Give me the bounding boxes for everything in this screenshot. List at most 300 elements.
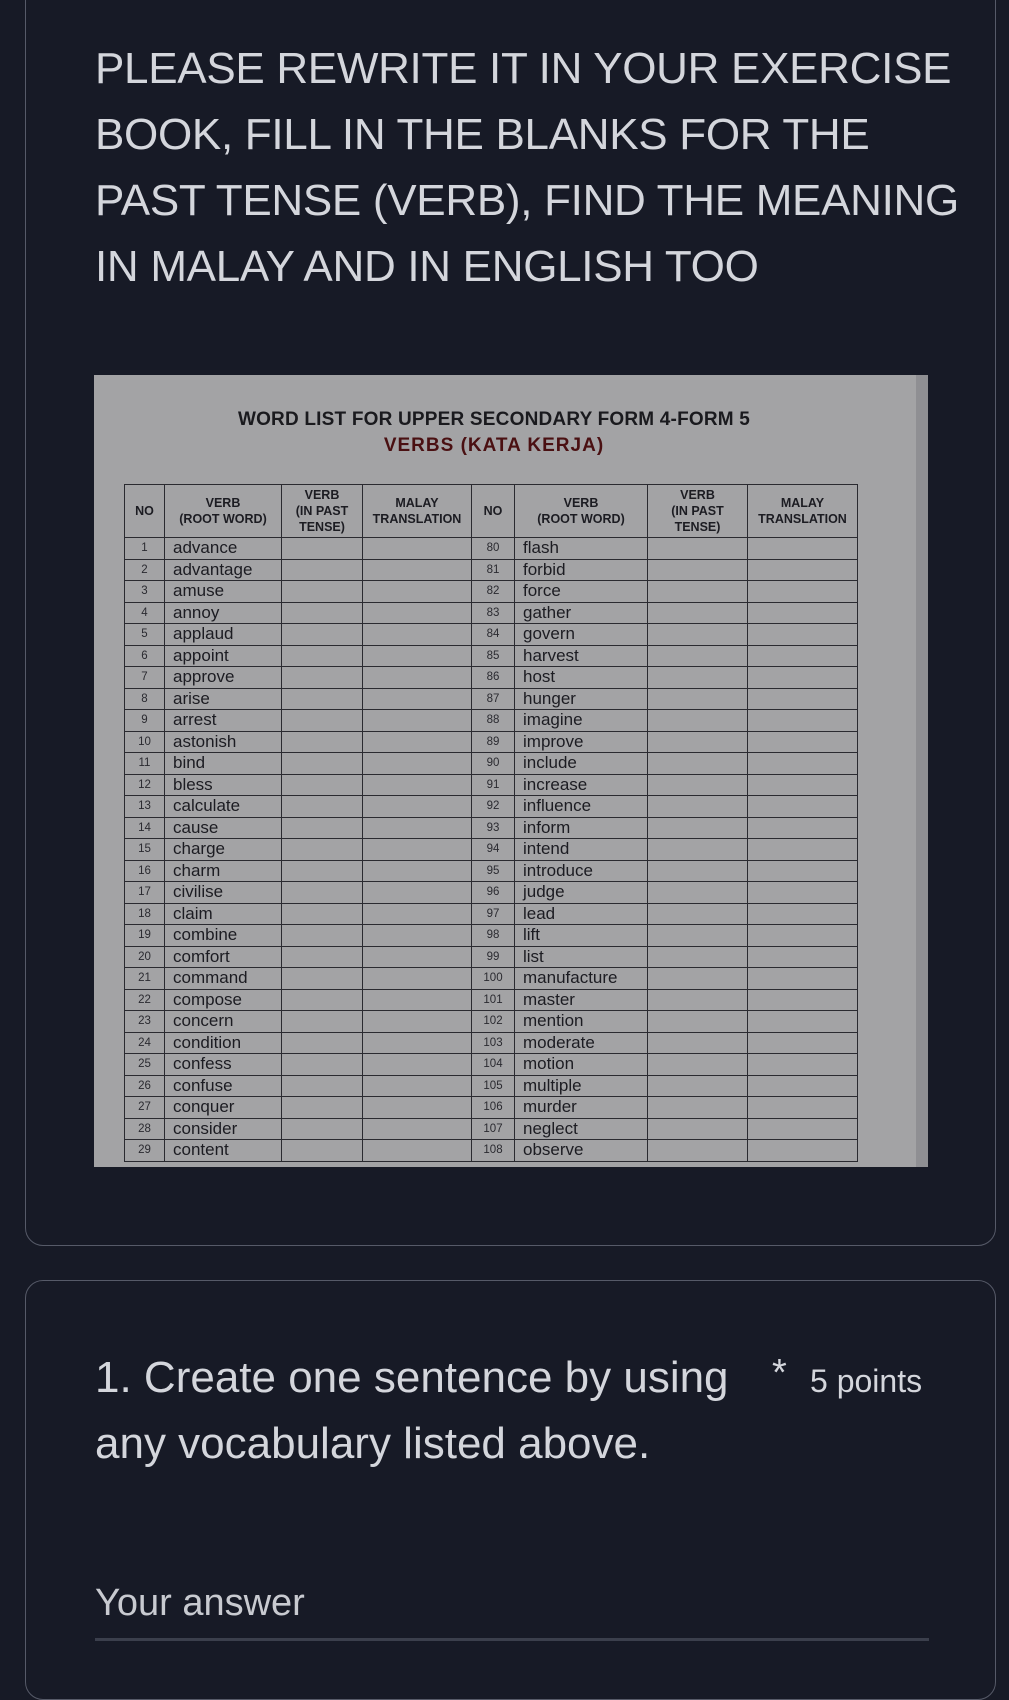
root-word: content (165, 1140, 282, 1162)
instructions-line: PLEASE REWRITE IT IN YOUR EXERCISE (95, 44, 952, 93)
root-word: civilise (165, 882, 282, 904)
malay-translation-cell (748, 989, 858, 1011)
root-word: murder (515, 1097, 648, 1119)
root-word: consider (165, 1118, 282, 1140)
root-word: intend (515, 839, 648, 861)
row-number: 90 (472, 753, 515, 775)
word-list-title: WORD LIST FOR UPPER SECONDARY FORM 4-FORM 5 (237, 409, 751, 430)
root-word: imagine (515, 710, 648, 732)
root-word: influence (515, 796, 648, 818)
root-word: advance (165, 538, 282, 560)
row-number: 86 (472, 667, 515, 689)
root-word: lead (515, 903, 648, 925)
table-row (125, 946, 858, 968)
past-tense-cell (282, 1075, 363, 1097)
past-tense-cell (648, 839, 748, 861)
malay-translation-cell (363, 1054, 472, 1076)
past-tense-cell (282, 710, 363, 732)
root-word: govern (515, 624, 648, 646)
malay-translation-cell (363, 1011, 472, 1033)
table-row (125, 774, 858, 796)
malay-translation-cell (748, 925, 858, 947)
root-word: lift (515, 925, 648, 947)
table-row (125, 1054, 858, 1076)
header-line: TRANSLATION (758, 512, 847, 526)
past-tense-cell (282, 1054, 363, 1076)
past-tense-cell (282, 1140, 363, 1162)
past-tense-cell (648, 1054, 748, 1076)
root-word: confess (165, 1054, 282, 1076)
table-row (125, 1032, 858, 1054)
row-number: 83 (472, 602, 515, 624)
row-number: 91 (472, 774, 515, 796)
malay-translation-cell (748, 903, 858, 925)
malay-translation-cell (363, 882, 472, 904)
malay-translation-cell (748, 710, 858, 732)
root-word: condition (165, 1032, 282, 1054)
past-tense-cell (282, 796, 363, 818)
malay-translation-cell (748, 946, 858, 968)
header-malay-translation (363, 485, 472, 538)
past-tense-cell (648, 1011, 748, 1033)
past-tense-cell (282, 538, 363, 560)
row-number: 87 (472, 688, 515, 710)
past-tense-cell (282, 1032, 363, 1054)
row-number: 106 (472, 1097, 515, 1119)
row-number: 22 (125, 989, 165, 1011)
malay-translation-cell (748, 688, 858, 710)
past-tense-cell (648, 989, 748, 1011)
table-row (125, 731, 858, 753)
past-tense-cell (282, 903, 363, 925)
malay-translation-cell (363, 710, 472, 732)
row-number: 84 (472, 624, 515, 646)
malay-translation-cell (363, 1097, 472, 1119)
row-number: 98 (472, 925, 515, 947)
past-tense-cell (282, 688, 363, 710)
malay-translation-cell (748, 645, 858, 667)
root-word: applaud (165, 624, 282, 646)
root-word: harvest (515, 645, 648, 667)
row-number: 5 (125, 624, 165, 646)
root-word: comfort (165, 946, 282, 968)
table-row (125, 688, 858, 710)
malay-translation-cell (748, 1011, 858, 1033)
row-number: 14 (125, 817, 165, 839)
malay-translation-cell (363, 645, 472, 667)
row-number: 26 (125, 1075, 165, 1097)
root-word: compose (165, 989, 282, 1011)
header-past-tense (648, 485, 748, 538)
header-root-word (165, 485, 282, 538)
root-word: arise (165, 688, 282, 710)
row-number: 15 (125, 839, 165, 861)
past-tense-cell (648, 882, 748, 904)
past-tense-cell (648, 925, 748, 947)
question-line: any vocabulary listed above. (95, 1419, 651, 1468)
malay-translation-cell (363, 1140, 472, 1162)
row-number: 95 (472, 860, 515, 882)
root-word: advantage (165, 559, 282, 581)
root-word: include (515, 753, 648, 775)
row-number: 24 (125, 1032, 165, 1054)
past-tense-cell (282, 989, 363, 1011)
word-list-body (125, 538, 858, 1162)
root-word: master (515, 989, 648, 1011)
header-past-tense (282, 485, 363, 538)
malay-translation-cell (363, 925, 472, 947)
row-number: 8 (125, 688, 165, 710)
header-no: NO (125, 485, 165, 538)
table-row (125, 559, 858, 581)
row-number: 80 (472, 538, 515, 560)
root-word: amuse (165, 581, 282, 603)
root-word: confuse (165, 1075, 282, 1097)
points-label: 5 points (810, 1363, 923, 1399)
past-tense-cell (282, 882, 363, 904)
table-row (125, 645, 858, 667)
malay-translation-cell (748, 968, 858, 990)
instructions-line: PAST TENSE (VERB), FIND THE MEANING (95, 176, 959, 225)
malay-translation-cell (363, 968, 472, 990)
root-word: claim (165, 903, 282, 925)
root-word: approve (165, 667, 282, 689)
root-word: moderate (515, 1032, 648, 1054)
past-tense-cell (282, 774, 363, 796)
header-line: VERB (680, 488, 715, 502)
root-word: appoint (165, 645, 282, 667)
root-word: calculate (165, 796, 282, 818)
row-number: 89 (472, 731, 515, 753)
question-title (95, 1345, 735, 1477)
row-number: 94 (472, 839, 515, 861)
root-word: multiple (515, 1075, 648, 1097)
malay-translation-cell (748, 774, 858, 796)
malay-translation-cell (363, 538, 472, 560)
malay-translation-cell (748, 796, 858, 818)
table-row (125, 839, 858, 861)
root-word: charm (165, 860, 282, 882)
past-tense-cell (282, 559, 363, 581)
row-number: 107 (472, 1118, 515, 1140)
word-list-subtitle: VERBS (KATA KERJA) (383, 435, 605, 456)
row-number: 103 (472, 1032, 515, 1054)
table-row (125, 624, 858, 646)
header-line: MALAY (780, 496, 825, 510)
table-row (125, 1118, 858, 1140)
past-tense-cell (648, 710, 748, 732)
row-number: 19 (125, 925, 165, 947)
malay-translation-cell (363, 624, 472, 646)
root-word: bless (165, 774, 282, 796)
root-word: conquer (165, 1097, 282, 1119)
malay-translation-cell (748, 559, 858, 581)
row-number: 108 (472, 1140, 515, 1162)
past-tense-cell (648, 731, 748, 753)
past-tense-cell (282, 624, 363, 646)
root-word: concern (165, 1011, 282, 1033)
root-word: observe (515, 1140, 648, 1162)
row-number: 99 (472, 946, 515, 968)
malay-translation-cell (363, 1032, 472, 1054)
instructions-text (95, 36, 959, 300)
malay-translation-cell (748, 1075, 858, 1097)
past-tense-cell (648, 645, 748, 667)
table-row (125, 1140, 858, 1162)
header-line: VERB (304, 488, 340, 502)
row-number: 4 (125, 602, 165, 624)
root-word: improve (515, 731, 648, 753)
row-number: 11 (125, 753, 165, 775)
required-asterisk: * (772, 1352, 787, 1394)
past-tense-cell (648, 817, 748, 839)
past-tense-cell (648, 667, 748, 689)
past-tense-cell (282, 602, 363, 624)
row-number: 28 (125, 1118, 165, 1140)
header-line: (ROOT WORD) (537, 512, 625, 526)
table-row (125, 710, 858, 732)
past-tense-cell (648, 624, 748, 646)
malay-translation-cell (363, 796, 472, 818)
malay-translation-cell (363, 946, 472, 968)
word-list-image (94, 375, 928, 1167)
header-line: VERB (205, 496, 241, 510)
row-number: 27 (125, 1097, 165, 1119)
past-tense-cell (648, 1140, 748, 1162)
past-tense-cell (282, 731, 363, 753)
row-number: 105 (472, 1075, 515, 1097)
table-row (125, 903, 858, 925)
root-word: host (515, 667, 648, 689)
row-number: 85 (472, 645, 515, 667)
malay-translation-cell (748, 817, 858, 839)
table-row (125, 796, 858, 818)
row-number: 18 (125, 903, 165, 925)
root-word: manufacture (515, 968, 648, 990)
past-tense-cell (282, 753, 363, 775)
row-number: 1 (125, 538, 165, 560)
past-tense-cell (648, 559, 748, 581)
root-word: command (165, 968, 282, 990)
row-number: 82 (472, 581, 515, 603)
past-tense-cell (282, 946, 363, 968)
root-word: motion (515, 1054, 648, 1076)
row-number: 9 (125, 710, 165, 732)
header-line: (IN PAST (295, 504, 349, 518)
malay-translation-cell (748, 602, 858, 624)
row-number: 100 (472, 968, 515, 990)
malay-translation-cell (363, 581, 472, 603)
root-word: gather (515, 602, 648, 624)
answer-input[interactable] (95, 1568, 929, 1641)
past-tense-cell (282, 1118, 363, 1140)
past-tense-cell (282, 1097, 363, 1119)
past-tense-cell (648, 581, 748, 603)
row-number: 101 (472, 989, 515, 1011)
past-tense-cell (282, 817, 363, 839)
past-tense-cell (282, 645, 363, 667)
malay-translation-cell (363, 688, 472, 710)
past-tense-cell (648, 688, 748, 710)
header-line: (IN PAST (671, 504, 724, 518)
root-word: neglect (515, 1118, 648, 1140)
row-number: 92 (472, 796, 515, 818)
row-number: 21 (125, 968, 165, 990)
root-word: charge (165, 839, 282, 861)
root-word: list (515, 946, 648, 968)
header-root-word (515, 485, 648, 538)
malay-translation-cell (748, 1097, 858, 1119)
table-row (125, 538, 858, 560)
past-tense-cell (648, 602, 748, 624)
past-tense-cell (648, 774, 748, 796)
row-number: 12 (125, 774, 165, 796)
past-tense-cell (648, 860, 748, 882)
root-word: bind (165, 753, 282, 775)
row-number: 81 (472, 559, 515, 581)
row-number: 96 (472, 882, 515, 904)
table-row (125, 1075, 858, 1097)
past-tense-cell (282, 860, 363, 882)
root-word: annoy (165, 602, 282, 624)
malay-translation-cell (363, 731, 472, 753)
past-tense-cell (648, 946, 748, 968)
word-list-table (124, 484, 858, 1162)
instructions-line: IN MALAY AND IN ENGLISH TOO (95, 242, 759, 291)
table-header-row (125, 485, 858, 538)
row-number: 20 (125, 946, 165, 968)
root-word: hunger (515, 688, 648, 710)
row-number: 23 (125, 1011, 165, 1033)
table-row (125, 667, 858, 689)
past-tense-cell (282, 1011, 363, 1033)
row-number: 102 (472, 1011, 515, 1033)
image-edge (916, 375, 928, 1167)
header-no: NO (472, 485, 515, 538)
past-tense-cell (282, 581, 363, 603)
row-number: 3 (125, 581, 165, 603)
root-word: increase (515, 774, 648, 796)
malay-translation-cell (363, 602, 472, 624)
row-number: 88 (472, 710, 515, 732)
table-row (125, 602, 858, 624)
row-number: 16 (125, 860, 165, 882)
malay-translation-cell (363, 667, 472, 689)
past-tense-cell (648, 538, 748, 560)
row-number: 6 (125, 645, 165, 667)
malay-translation-cell (748, 860, 858, 882)
row-number: 10 (125, 731, 165, 753)
malay-translation-cell (748, 1140, 858, 1162)
past-tense-cell (648, 796, 748, 818)
root-word: judge (515, 882, 648, 904)
root-word: introduce (515, 860, 648, 882)
table-row (125, 860, 858, 882)
malay-translation-cell (748, 1054, 858, 1076)
table-row (125, 581, 858, 603)
table-row (125, 989, 858, 1011)
row-number: 29 (125, 1140, 165, 1162)
table-row (125, 968, 858, 990)
root-word: arrest (165, 710, 282, 732)
malay-translation-cell (363, 839, 472, 861)
malay-translation-cell (748, 538, 858, 560)
root-word: mention (515, 1011, 648, 1033)
row-number: 97 (472, 903, 515, 925)
past-tense-cell (282, 925, 363, 947)
table-row (125, 925, 858, 947)
root-word: flash (515, 538, 648, 560)
table-row (125, 1097, 858, 1119)
header-line: MALAY (395, 496, 439, 510)
past-tense-cell (282, 667, 363, 689)
row-number: 2 (125, 559, 165, 581)
malay-translation-cell (363, 753, 472, 775)
root-word: combine (165, 925, 282, 947)
malay-translation-cell (748, 839, 858, 861)
instructions-line: BOOK, FILL IN THE BLANKS FOR THE (95, 110, 870, 159)
row-number: 93 (472, 817, 515, 839)
row-number: 17 (125, 882, 165, 904)
past-tense-cell (282, 968, 363, 990)
malay-translation-cell (748, 1118, 858, 1140)
malay-translation-cell (748, 667, 858, 689)
malay-translation-cell (363, 1118, 472, 1140)
header-line: TENSE) (299, 520, 345, 534)
row-number: 7 (125, 667, 165, 689)
header-line: TRANSLATION (372, 512, 462, 526)
malay-translation-cell (363, 860, 472, 882)
question-line: 1. Create one sentence by using (95, 1353, 729, 1402)
table-row (125, 753, 858, 775)
root-word: force (515, 581, 648, 603)
malay-translation-cell (748, 882, 858, 904)
header-line: (ROOT WORD) (179, 512, 267, 526)
past-tense-cell (648, 1032, 748, 1054)
malay-translation-cell (363, 559, 472, 581)
malay-translation-cell (748, 753, 858, 775)
root-word: cause (165, 817, 282, 839)
past-tense-cell (648, 753, 748, 775)
table-row (125, 882, 858, 904)
header-line: TENSE) (674, 520, 721, 534)
past-tense-cell (648, 1097, 748, 1119)
malay-translation-cell (363, 903, 472, 925)
header-line: VERB (563, 496, 599, 510)
header-malay-translation (748, 485, 858, 538)
malay-translation-cell (363, 1075, 472, 1097)
table-row (125, 817, 858, 839)
malay-translation-cell (748, 624, 858, 646)
root-word: forbid (515, 559, 648, 581)
row-number: 104 (472, 1054, 515, 1076)
root-word: astonish (165, 731, 282, 753)
past-tense-cell (648, 1075, 748, 1097)
malay-translation-cell (748, 731, 858, 753)
malay-translation-cell (363, 989, 472, 1011)
past-tense-cell (648, 1118, 748, 1140)
malay-translation-cell (748, 1032, 858, 1054)
malay-translation-cell (748, 581, 858, 603)
row-number: 25 (125, 1054, 165, 1076)
past-tense-cell (282, 839, 363, 861)
root-word: inform (515, 817, 648, 839)
past-tense-cell (648, 968, 748, 990)
malay-translation-cell (363, 817, 472, 839)
past-tense-cell (648, 903, 748, 925)
row-number: 13 (125, 796, 165, 818)
malay-translation-cell (363, 774, 472, 796)
